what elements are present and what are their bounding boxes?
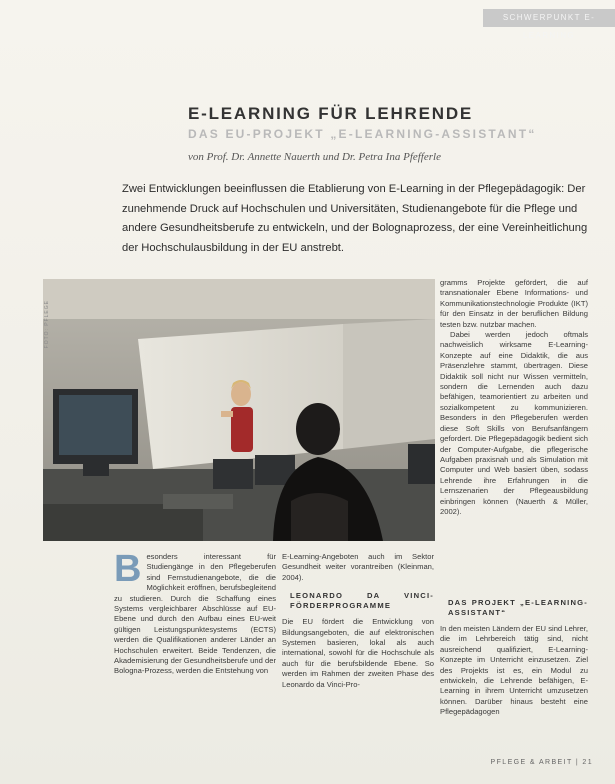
article-intro: Zwei Entwicklungen beeinflussen die Etablierung von E-Learning in der Pflegepädagogik: Der zunehmende Druck auf Hochschulen und Universitäten, Studienangebote für die Pflege und andere Gesundheitsberufe zu entwickeln, und der Bolognaprozess, der eine Vereinheitlichung der Hochschulausbildung in der EU anstrebt. [122, 183, 588, 254]
article-title: E-LEARNING FÜR LEHRENDE [188, 104, 474, 123]
column-3-lower [440, 590, 588, 718]
column-2-text-a: E-Learning-Angeboten auch im Sektor Gesundheit weiter vorantreiben (Kleinman, 2004). [282, 552, 434, 582]
classroom-photo-illustration [43, 279, 435, 541]
column-2 [282, 552, 434, 690]
column-2-text-b: Die EU fördert die Entwicklung von Bildungsangeboten, die auf elektronischen Systemen basieren, lokal als auch international, sowohl für die Hochschule als auch für die berufsbildende Ebene. So werden im Rahmen der zweiten Phase des Leonardo da Vinci-Pro- [282, 617, 434, 689]
column-3 [440, 278, 588, 517]
page-folio: PFLEGE & ARBEIT | 21 [490, 759, 593, 766]
section-tab: SCHWERPUNKT E-LEARNING [483, 9, 615, 27]
photo-credit: FOTO: PFLEGE [44, 300, 50, 349]
project-heading: DAS PROJEKT „E-LEARNING-ASSISTANT“ [448, 598, 588, 617]
column-3-text-a: gramms Projekte gefördert, die auf transnationaler Ebene Informations- und Kommunikationstechnologie Produkte (IKT) für den Einsatz in der beruflichen Bildung testen bzw. nutzbar machen. [440, 278, 588, 329]
column-1 [114, 548, 276, 677]
column-3-text-c: In den meisten Ländern der EU sind Lehrer, die im Lehrbereich tätig sind, nicht ausreichend qualifiziert, E-Learning-Konzepte im Unterricht einzusetzen. Ziel des Projekts ist es, ein Modul zu entwickeln, die Lehrende befähigen, E-Learning in ihrem Unterricht umzusetzen können. Darüber hinaus besteht eine Pflegepädagogen [440, 624, 588, 717]
article-byline: von Prof. Dr. Annette Nauerth und Dr. Petra Ina Pfefferle [188, 151, 441, 163]
column-1-text: esonders interessant für Studiengänge in den Pflegeberufen sind Fernstudienangebote, die die Möglichkeit eröffnen, berufsbegleitend zu studieren. Durch die Schaffung eines Systems vergleichbarer Abschlüsse auf EU-Ebene und durch den Aufbau eines EU-weit gültigen Leistungspunktesystems (ECTS) werden die Qualifikationen anderer Länder an Hochschulen erweitert. Beide Tendenzen, die Akademisierung der Gesundheitsberufe und der Bologna-Prozess, werden die Entstehung von [114, 552, 276, 676]
column-3-text-b: Dabei werden jedoch oftmals nachweislich wirksame E-Learning-Konzepte auf eine Didaktik, die aus Präsenzlehre stammt, übertragen. Diese Didaktik soll nicht nur Wissen vermitteln, sondern die Lernenden auch dazu befähigen, teamorientiert zu arbeiten und sozialkompetent zu kommunizieren. Besonders in den Pflegeberufen werden diese Soft Skills von Berufsanfängern gefordert. Die Pflegepädagogik bedient sich der Computer-Aufgabe, die pflegerische Aufgaben praxisnah und als Simulation mit Computer und Web basiert üben, sodass Lehrende ihre Erfahrungen in die Lernszenarien der Pflegeausbildung einbringen können (Nauerth & Müller, 2002). [440, 330, 588, 516]
article-photo [43, 279, 435, 541]
column-1-paragraph [114, 548, 276, 677]
article-subtitle: DAS EU-PROJEKT „E-LEARNING-ASSISTANT“ [188, 127, 537, 141]
drop-cap: B [114, 548, 142, 590]
leonardo-heading: LEONARDO DA VINCI-FÖRDERPROGRAMME [290, 591, 434, 611]
